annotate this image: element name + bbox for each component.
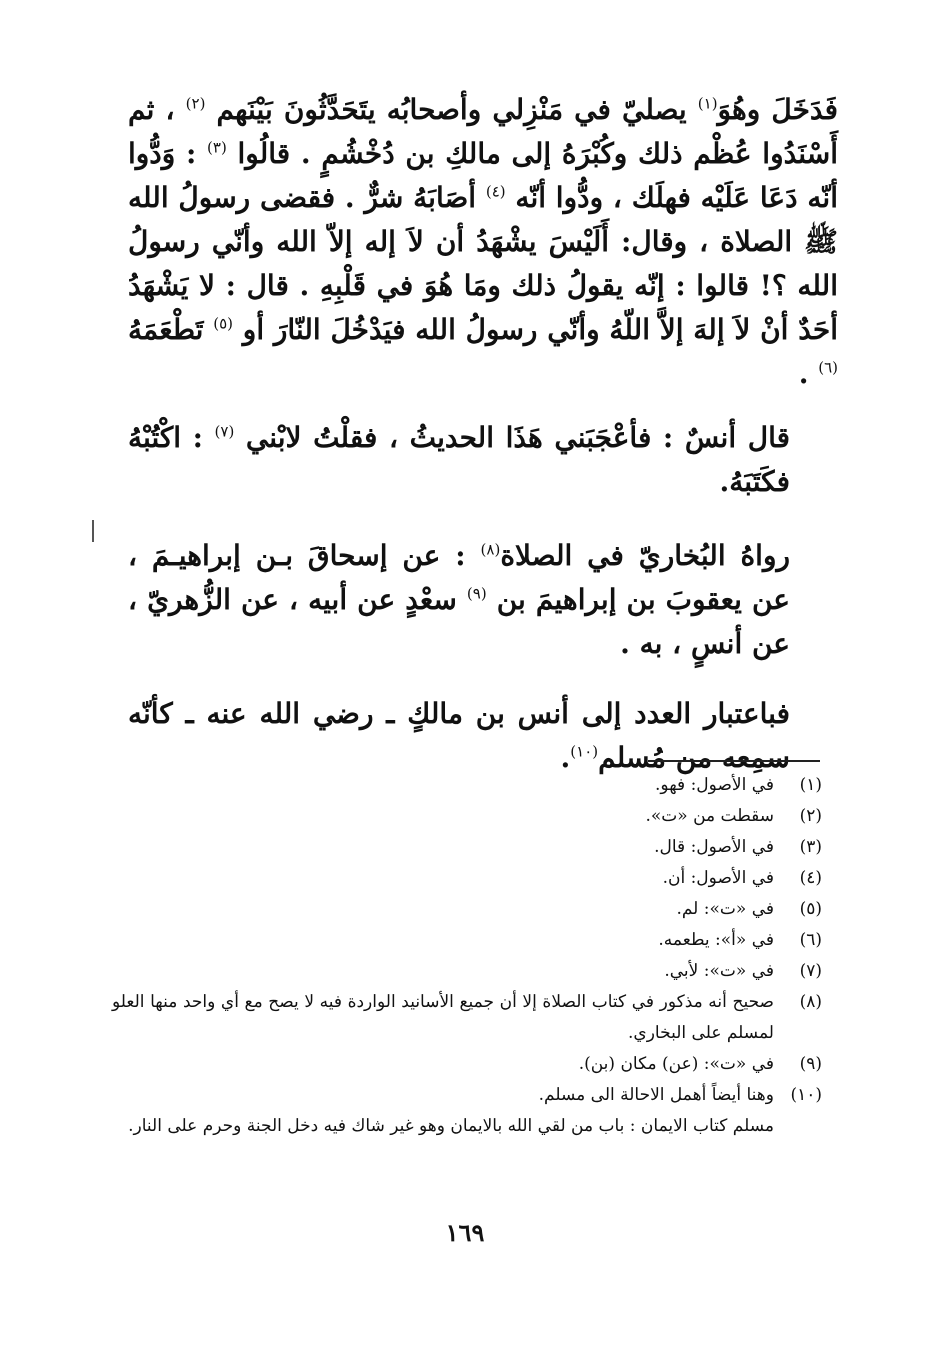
text-run: رواهُ البُخاريّ في الصلاة: [500, 539, 790, 572]
text-run: : اكْتُبْهُ فكَتَبَهُ.: [128, 421, 790, 498]
footnote-item: [112, 1049, 822, 1080]
footnote-number: (٣): [799, 837, 822, 857]
footnote-item: [112, 1111, 822, 1142]
text-run: تَطْعَمَهُ: [128, 313, 214, 346]
footnote-ref-7[interactable]: (٧): [214, 422, 235, 441]
text-run: .: [798, 357, 819, 390]
footnote-text: في «أ»: يطعمه.: [658, 930, 774, 950]
footnote-number: (٨): [799, 992, 822, 1012]
footnote-number: [774, 1111, 822, 1142]
footnote-text: وهنا أيضاً أهمل الاحالة الى مسلم.: [538, 1085, 774, 1105]
main-text: [128, 88, 838, 780]
margin-mark: [92, 520, 94, 542]
text-run: ، ثم أَسْنَدُوا عُظْم ذلك وكُبْرَهُ إلى مالكِ بن دُخْشُمٍ . قالُوا: [128, 93, 838, 170]
paragraph-anas: [128, 416, 838, 504]
footnote-ref-2[interactable]: (٢): [185, 94, 206, 113]
footnote-item: [112, 1080, 822, 1111]
footnote-text: في «ت»: لأبي.: [664, 961, 774, 981]
footnote-item: [112, 832, 822, 863]
footnote-number: (٢): [799, 806, 822, 826]
footnote-ref-9[interactable]: (٩): [466, 584, 487, 603]
text-run: أصَابَهُ شرٌّ . فقضى رسولُ الله ﷺ الصلاة ، وقال: أَلَيْسَ يشْهَدُ أن لاَ إله إلاّ الله وأنّي رسولُ الله ؟! قالوا : إنّه يقولُ ذلك ومَا هُوَ في قَلْبِهِ . قال : لا يَشْهَدُ أحَدٌ أنْ لاَ إلهَ إلاَّ اللّهُ وأنّي رسولُ الله فيَدْخُلَ النّارَ أو: [128, 181, 838, 346]
footnote-number: (٧): [799, 961, 822, 981]
text-run: يصليّ في مَنْزِلي وأصحابُه يتَحَدَّثُونَ بَيْنَهم: [205, 93, 698, 126]
text-run: .: [560, 741, 571, 774]
footnote-number: (١): [799, 775, 822, 795]
footnote-item: [112, 987, 822, 1049]
footnote-divider: [648, 760, 820, 762]
footnote-item: [112, 863, 822, 894]
footnote-text: مسلم كتاب الايمان : باب من لقي الله بالايمان وهو غير شاك فيه دخل الجنة وحرم على النار.: [128, 1116, 774, 1136]
text-run: : وَدُّوا أنّه دَعَا عَلَيْه فهلَك ، ودُّوا أنّه: [128, 137, 838, 214]
footnote-number: (٥): [799, 899, 822, 919]
footnote-text: في «ت»: (عن) مكان (بن).: [578, 1054, 774, 1074]
footnote-text: سقطت من «ت».: [645, 806, 774, 826]
footnote-ref-10[interactable]: (١٠): [570, 742, 599, 761]
text-run: : عن إسحاقَ بـن إبراهيـمَ ، عن يعقوبَ بن إبراهيمَ بن: [128, 539, 790, 616]
footnote-text: صحيح أنه مذكور في كتاب الصلاة إلا أن جميع الأسانيد الواردة فيه لا يصح مع أي واحد منها العلو لمسلم على البخاري.: [112, 992, 774, 1043]
footnote-item: [112, 925, 822, 956]
text-run: سعْدٍ عن أبيه ، عن الزُّهريّ ، عن أنسٍ ، به .: [128, 583, 790, 660]
footnote-text: في الأصول: أن.: [662, 868, 774, 888]
footnote-number: (٤): [799, 868, 822, 888]
footnote-ref-6[interactable]: (٦): [818, 358, 838, 377]
footnote-ref-4[interactable]: (٤): [485, 182, 506, 201]
paragraph-conclusion: [128, 692, 838, 780]
footnote-text: في «ت»: لم.: [676, 899, 774, 919]
footnotes: [112, 770, 822, 1142]
footnote-number: (٦): [799, 930, 822, 950]
footnote-number: (٩): [799, 1054, 822, 1074]
footnote-item: [112, 956, 822, 987]
paragraph-isnad: [128, 534, 838, 666]
paragraph-hadith: [128, 88, 838, 396]
footnote-text: في الأصول: فهو.: [655, 775, 774, 795]
footnote-ref-8[interactable]: (٨): [480, 540, 501, 559]
text-run: فباعتبار العدد إلى أنس بن مالكٍ ـ رضي الله عنه ـ كأنّه سمِعه من مُسلم: [128, 697, 790, 774]
footnote-text: في الأصول: قال.: [654, 837, 774, 857]
text-run: فَدَخَلَ وهُوَ: [717, 93, 838, 126]
footnote-ref-3[interactable]: (٣): [207, 138, 227, 157]
footnote-item: [112, 801, 822, 832]
page-number: ١٦٩: [445, 1218, 485, 1247]
footnote-item: [112, 770, 822, 801]
footnote-item: [112, 894, 822, 925]
footnote-ref-1[interactable]: (١): [697, 94, 718, 113]
footnote-number: (١٠): [790, 1085, 822, 1105]
footnote-ref-5[interactable]: (٥): [213, 314, 234, 333]
text-run: قال أنسٌ : فأعْجَبَني هَذَا الحديثُ ، فقلْتُ لابْني: [234, 421, 790, 454]
